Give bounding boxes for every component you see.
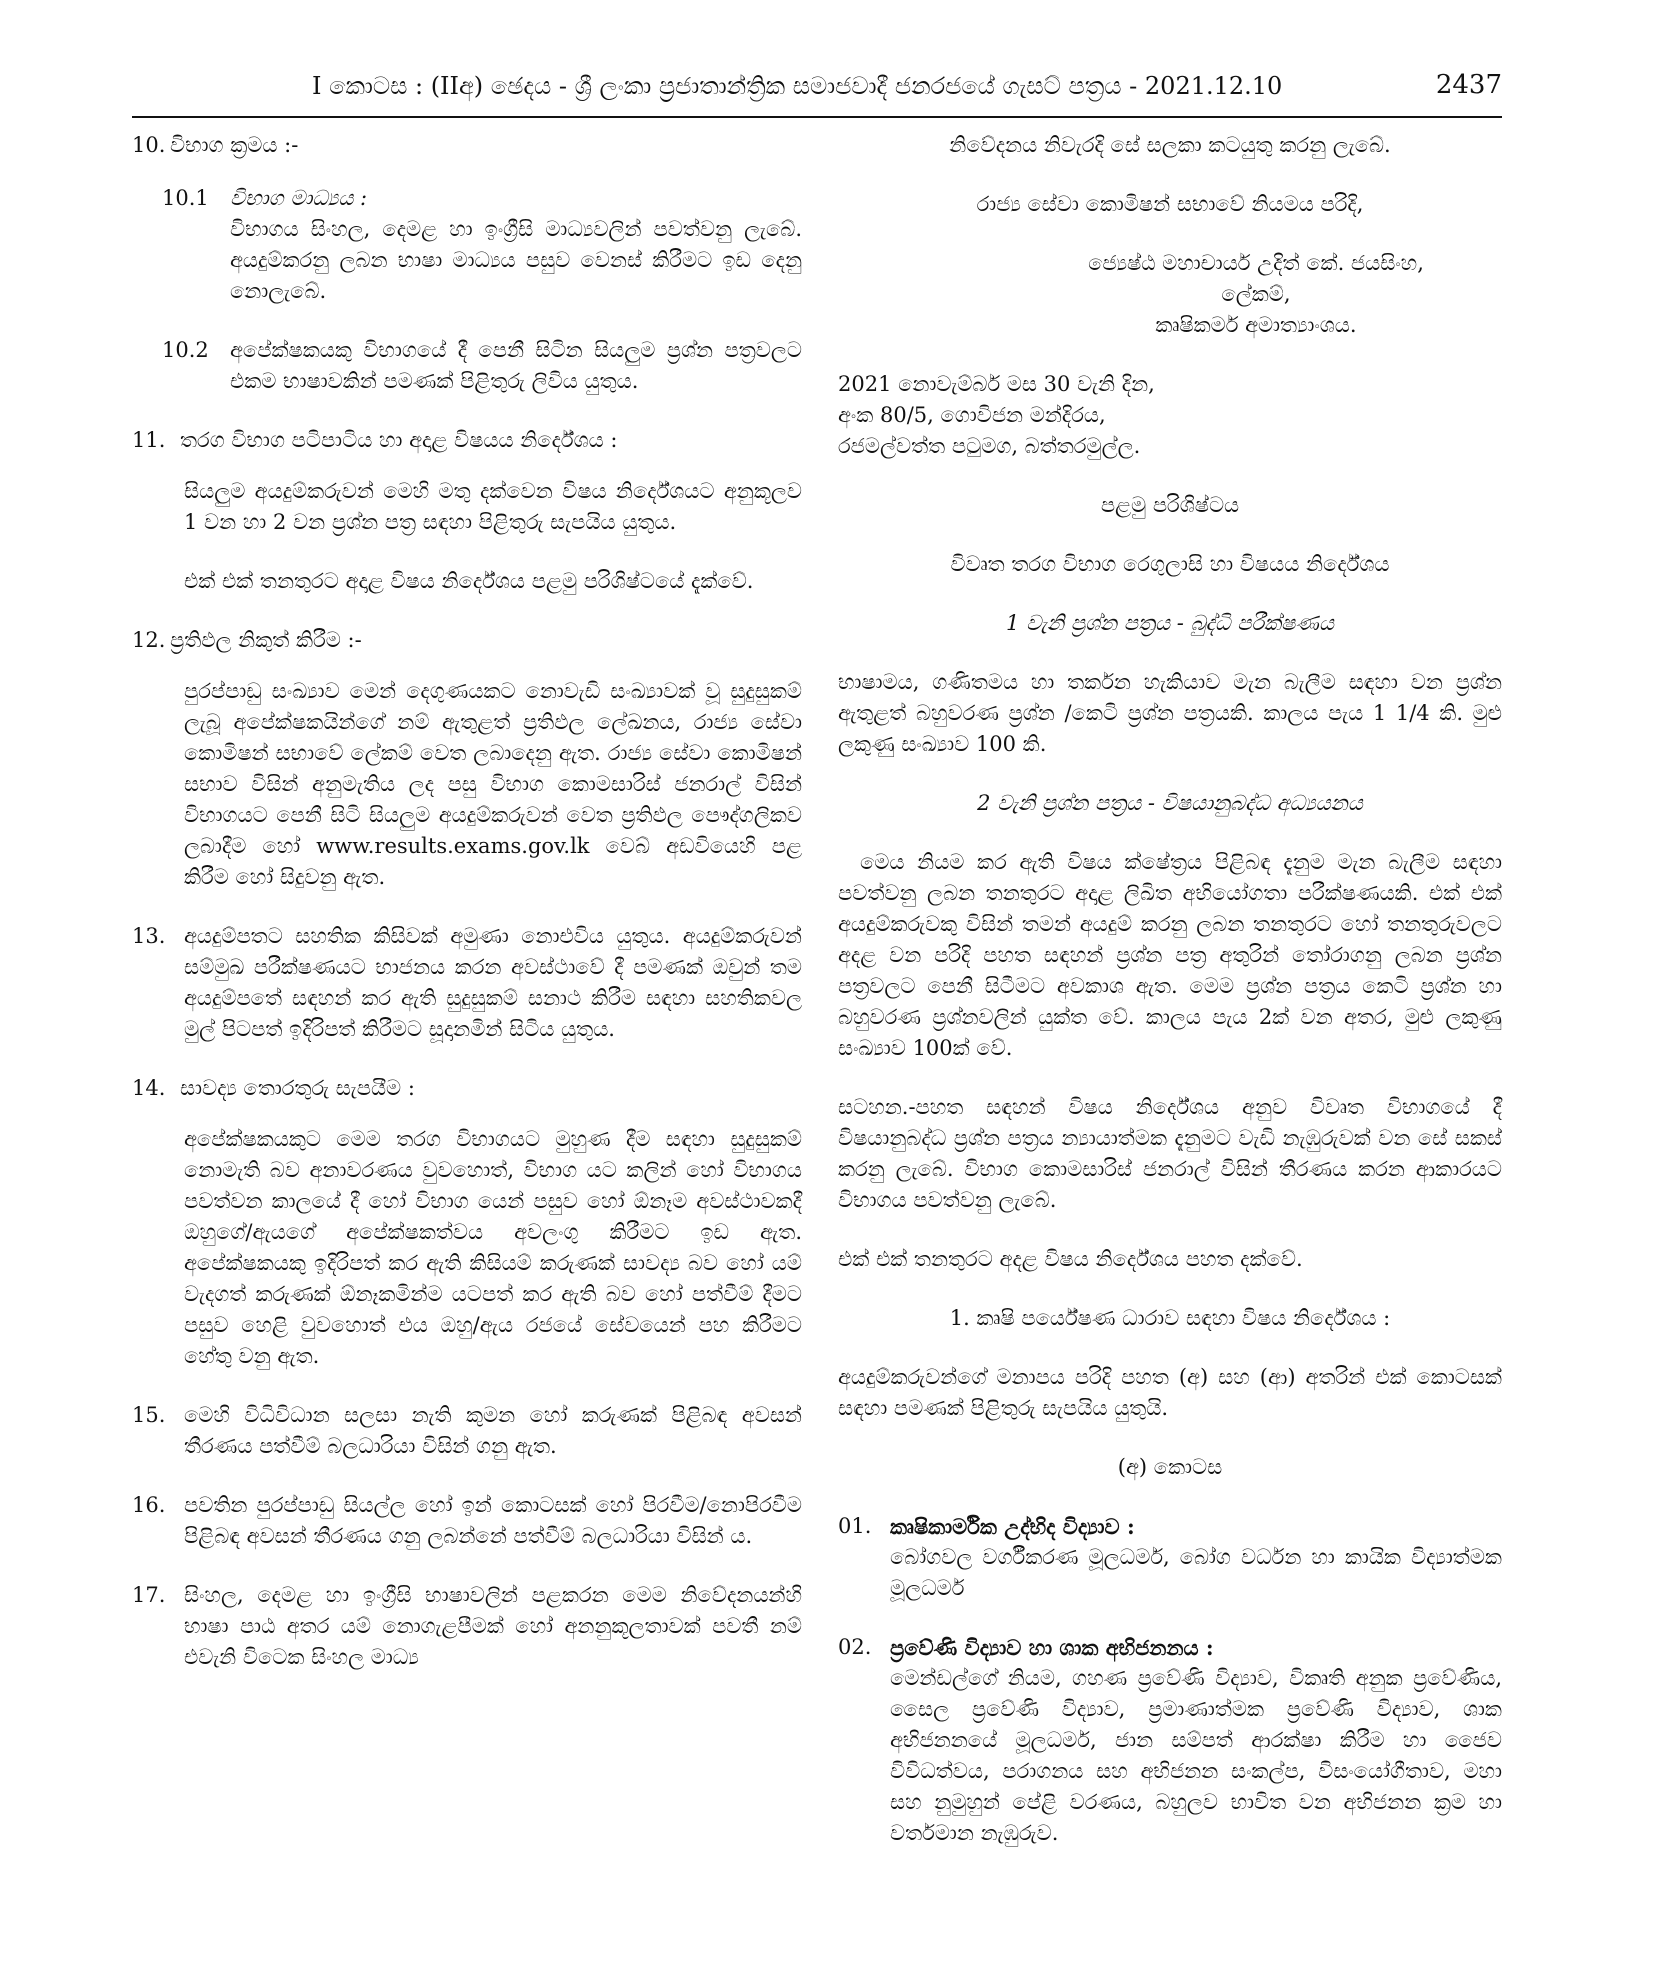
- section-title: ප්‍රතිඵල නිකුත් කිරීම :-: [170, 628, 362, 652]
- date-line: 2021 නොවැම්බර් මස 30 වැනි දින,: [838, 372, 1155, 396]
- right-column: [838, 130, 1502, 1877]
- signatory-ministry: කෘෂිකර්ම අමාත්‍යාංශය.: [1155, 313, 1357, 337]
- section-11: [132, 425, 802, 456]
- paper-1-title: 1 වැනි ප්‍රශ්න පත්‍රය - බුද්ධි පරීක්ෂණය: [1006, 611, 1334, 635]
- item-title: කෘෂිකාර්මික උද්භිද විද්‍යාව :: [890, 1514, 1135, 1539]
- section-14-body: අපේක්ෂකයකුට මෙම තරග විභාගයට මුහුණ දීම සඳහා සුදුසුකම් නොමැති බව අනාවරණය වුවහොත්, විභාග යට කලින් හෝ විභාගය පවත්වන කාලයේ දී හෝ විභාග යෙන් පසුව හෝ ඕනෑම අවස්ථාවකදී ඔහුගේ/ඇයගේ අපේක්ෂකත්වය අවලංගු කිරීමට ඉඩ ඇත. අපේක්ෂකයකු ඉදිරිපත් කර ඇති කිසියම් කරුණක් සාවද්‍ය බව හෝ යම් වැදගත් කරුණක් ඕනෑකමින්ම යටපත් කර ඇති බව හෝ පත්වීම් දීමට පසුව හෙළි වුවහොත් එය ඔහු/ඇය රජයේ සේවයෙන් පහ කිරීමට හේතු වනු ඇත.: [184, 1127, 802, 1368]
- section-11-para-1: සියලුම අයදුම්කරුවන් මෙහි මතු දක්වෙන විෂය නිර්දේශයට අනුකූලව 1 වන හා 2 වන ප්‍රශ්න පත්‍ර සඳහා පිළිතුරු සැපයිය යුතුය.: [184, 479, 802, 534]
- section-title: සාවද්‍ය තොරතුරු සැපයීම :: [180, 1076, 415, 1100]
- section-body: පවතින පුරප්පාඩු සියල්ල හෝ ඉන් කොටසක් හෝ පිරවීම/නොපිරවීම පිළිබඳ අවසන් තීරණය ගනු ලබන්නේ පත්වීම් බලධාරියා විසින් ය.: [184, 1493, 802, 1548]
- section-number: 15.: [132, 1403, 166, 1427]
- order-line: රාජ්‍ය සේවා කොමිෂන් සභාවේ නියමය පරිදි,: [976, 192, 1364, 216]
- paper-1-body: භාෂාමය, ගණිතමය හා තර්කන හැකියාව මැන බැලීම සඳහා වන ප්‍රශ්න ඇතුළත් බහුවරණ ප්‍රශ්න /කෙටි ප්‍රශ්න පත්‍රයකි. කාලය පැය 1 1/4 කි. මුළු ලකුණු සංඛ්‍යාව 100 කි.: [838, 670, 1502, 756]
- section-number: 12.: [132, 628, 166, 652]
- item-title: ප්‍රවේණි විද්‍යාව හා ශාක අභිජනනය :: [890, 1635, 1214, 1660]
- left-column: [132, 130, 802, 1701]
- section-14: [132, 1073, 802, 1104]
- section-12: [132, 625, 802, 656]
- signatory-name: ජ්‍යෙෂ්ඨ මහාචාර්ය උදිත් කේ. ජයසිංහ,: [1088, 251, 1424, 275]
- section-body: අපේක්ෂකයකු විභාගයේ දී පෙනී සිටින සියලුම ප්‍රශ්න පත්‍රවලට එකම භාෂාවකින් පමණක් පිළිතුරු ලිවිය යුතුය.: [230, 338, 802, 393]
- section-title: විභාග මාධ්‍යය :: [230, 186, 368, 210]
- header-title: I කොටස : (IIඅ) ඡෙදය - ශ්‍රී ලංකා ප්‍රජාතාන්ත්‍රික සමාජවාදී ජනරජයේ ගැසට් පත්‍රය - 2021.12.10: [312, 72, 1283, 100]
- paper-2-body: මෙය නියම කර ඇති විෂය ක්ෂේත්‍රය පිළිබඳ දැනුම මැන බැලීම සඳහා පවත්වනු ලබන තනතුරට අදාළ ලිඛිත අභියෝගතා පරීක්ෂණයකි. එක් එක් අයදුම්කරුවකු විසින් තමන් අයදුම් කරනු ලබන තනතුරට හෝ තනතුරුවලට අදළ වන පරිදි පහත සඳහන් ප්‍රශ්න පත්‍ර අතුරින් තෝරාගනු ලබන ප්‍රශ්න පත්‍රවලට පෙනී සිටීමට අවකාශ ඇත. මෙම ප්‍රශ්න පත්‍රය කෙටි ප්‍රශ්න හා බහුවරණ ප්‍රශ්නවලින් යුක්ත වේ. කාලය පැය 2ක් වන අතර, මුළු ලකුණු සංඛ්‍යාව 100ක් වේ.: [838, 850, 1502, 1060]
- section-body: විභාගය සිංහල, දෙමළ හා ඉංග්‍රීසි මාධ්‍යවලින් පවත්වනු ලැබේ. අයදුම්කරනු ලබන භාෂා මාධ්‍යය පසුව වෙනස් කිරීමට ඉඩ දෙනු නොලැබේ.: [230, 217, 802, 303]
- page-header: [132, 70, 1502, 120]
- section-10-1: [162, 183, 802, 307]
- section-body: මෙහි විධිවිධාන සලසා නැති කුමන හෝ කරුණක් පිළිබඳ අවසන් තීරණය පත්වීම් බලධාරියා විසින් ගනු ඇත.: [184, 1403, 802, 1458]
- item-body: මෙන්ඩල්ගේ නියම, ගහණ ප්‍රවේණි විද්‍යාව, විකෘති අනුක ප්‍රවේණිය, සෛල ප්‍රවේණි විද්‍යාව, ප්‍රමාණාත්මක ප්‍රවේණි විද්‍යාව, ශාක අභිජනනයේ මූලධර්ම, ජාන සම්පත් ආරක්ෂා කිරීම හා ජෛව විවිධත්වය, පරාගනය සහ අභිජනන සංකල්ප, විසංයෝගීතාව, මහා සහ නුමුහුන් පේළි වරණය, බහුලව භාවිත වන අභිජනන ක්‍රම හා වර්තමාන නැඹුරුව.: [890, 1666, 1502, 1845]
- section-number: 17.: [132, 1583, 166, 1607]
- section-number: 10.: [132, 133, 166, 157]
- item-body: බෝගවල වර්ගීකරණ මූලධර්ම, බෝග වර්ධන හා කායික විද්‍යාත්මක මූලධර්ම: [890, 1545, 1502, 1600]
- header-rule: [132, 116, 1502, 118]
- section-15: [132, 1400, 802, 1462]
- section-title: විභාග ක්‍රමය :-: [170, 133, 299, 157]
- part-a-heading: (අ) කොටස: [1117, 1455, 1223, 1479]
- section-17: [132, 1580, 802, 1673]
- signatory-role: ලේකම්,: [1221, 282, 1291, 306]
- section-title: තරග විභාග පටිපාටිය හා අදාළ විෂයය නිර්දේශය :: [180, 428, 618, 452]
- section-number: 13.: [132, 924, 166, 948]
- signature-block: [838, 248, 1446, 341]
- continuation-line: නිවේදනය නිවැරදි සේ සලකා කටයුතු කරනු ලැබේ.: [949, 133, 1391, 157]
- note-paragraph: සටහන.-පහත සඳහන් විෂය නිර්දේශය අනුව විවෘත විභාගයේ දී විෂයානුබද්ධ ප්‍රශ්න පත්‍රය න්‍යායාත්මක දැනුමට වැඩි නැඹුරුවක් වන සේ සකස් කරනු ලැබේ. විභාග කොමසාරිස් ජනරාල් විසින් තීරණය කරන ආකාරයට විභාගය පවත්වනු ලැබේ.: [838, 1095, 1502, 1212]
- annex-title: පළමු පරිශිෂ්ටය: [1100, 493, 1240, 517]
- section-number: 16.: [132, 1493, 166, 1517]
- section-body: සිංහල, දෙමළ හා ඉංග්‍රීසි භාෂාවලින් පළකරන මෙම නිවේදනයන්හි භාෂා පාඨ අතර යම් නොගැළපීමක් හෝ අනනුකූලතාවක් පවතී නම් එවැනි විටෙක සිංහල මාධ්‍ය: [184, 1583, 802, 1669]
- annex-subtitle: විවෘත තරග විභාග රෙගුලාසි හා විෂයය නිර්දේශය: [950, 552, 1390, 576]
- section-number: 14.: [132, 1076, 166, 1100]
- choose-paragraph: අයදුම්කරුවන්ගේ මනාපය පරිදි පහත (අ) සහ (ආ) අතරින් එක් කොටසක් සඳහා පමණක් පිළිතුරු සැපයිය යුතුයි.: [838, 1365, 1502, 1420]
- section-10-2: [162, 335, 802, 397]
- section-16: [132, 1490, 802, 1552]
- section-body: අයදුම්පතට සහතික කිසිවක් අමුණා නොඑවිය යුතුය. අයදුම්කරුවන් සම්මුඛ පරීක්ෂණයට භාජනය කරන අවස්ථාවේ දී පමණක් ඔවුන් තම අයදුම්පතේ සඳහන් කර ඇති සුදුසුකම් සනාථ කිරීම සඳහා සහතිකවල මුල් පිටපත් ඉදිරිපත් කිරීමට සූදානමින් සිටිය යුතුය.: [184, 924, 802, 1041]
- address-line-2: රජමල්වත්ත පටුමග, බත්තරමුල්ල.: [838, 434, 1141, 458]
- section-12-body: පුරප්පාඩු සංඛ්‍යාව මෙන් දෙගුණයකට නොවැඩි සංඛ්‍යාවක් වූ සුදුසුකම් ලැබූ අපේක්ෂකයින්ගේ නම් ඇතුළත් ප්‍රතිඵල ලේඛනය, රාජ්‍ය සේවා කොමිෂන් සභාවේ ලේකම් වෙත ලබාදෙනු ඇත. රාජ්‍ය සේවා කොමිෂන් සභාව විසින් අනුමැතිය ලද පසු විභාග කොමසාරිස් ජනරාල් විසින් විභාගයට පෙනී සිටි සියලුම අයදුම්කරුවන් වෙත ප්‍රතිඵල පෞද්ගලිකව ලබාදීම හෝ www.results.exams.gov.lk වෙබ් අඩවියෙහි පළ කිරීම හෝ සිදුවනු ඇත.: [184, 679, 802, 889]
- section-number: 10.1: [162, 186, 209, 210]
- section-number: 11.: [132, 428, 166, 452]
- section-10: [132, 130, 802, 161]
- section-11-para-2: එක් එක් තනතුරට අදාළ විෂය නිර්දේශය පළමු පරිශිෂ්ටයේ දැක්වේ.: [184, 569, 754, 593]
- syllabus-item-02: [838, 1632, 1502, 1849]
- item-number: 01.: [838, 1514, 872, 1538]
- syllabus-item-01: [838, 1511, 1502, 1604]
- section-13: [132, 921, 802, 1045]
- address-line-1: අංක 80/5, ගොවිජන මන්දිරය,: [838, 403, 1106, 427]
- page-number: 2437: [1435, 70, 1502, 100]
- section-number: 10.2: [162, 338, 209, 362]
- item-number: 02.: [838, 1635, 872, 1659]
- date-address-block: [838, 369, 1502, 462]
- each-post-line: එක් එක් තනතුරට අදළ විෂය නිර්දේශය පහත දක්වේ.: [838, 1247, 1303, 1271]
- syllabus-title: 1. කෘෂි පර්යේෂණ ධාරාව සඳහා විෂය නිර්දේශය :: [949, 1306, 1391, 1330]
- paper-2-title: 2 වැනි ප්‍රශ්න පත්‍රය - විෂයානුබද්ධ අධ්‍යයනය: [977, 791, 1363, 815]
